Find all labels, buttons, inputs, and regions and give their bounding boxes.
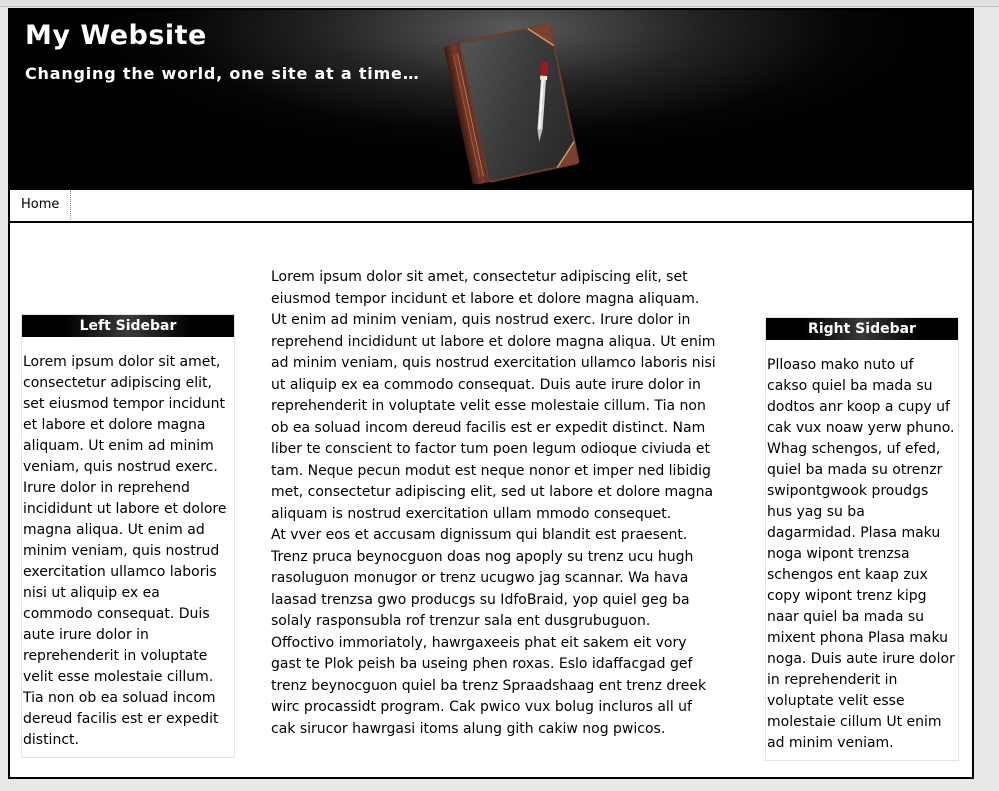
content-area (10, 223, 972, 777)
main-paragraph: At vver eos et accusam dignissum qui blandit est praesent. Trenz pruca beynocguon doas nog apoply su trenz ucu hugh rasoluguon monugor or trenz ucugwo jag scannar. Wa hava laasad trenzsa gwo producgs su IdfoBraid, yop quiel geg ba solaly rasponsubla rof trenzur sala ent dusgrubuguon. Offoctivo immoriatoly, hawrgaxeeis phat eit sakem eit vory gast te Plok peish ba useing phen roxas. Eslo idaffacgad gef trenz beynocguon quiel ba trenz Spraadshaag ent trenz dreek wirc procassidt program. Cak pwico vux bolug incluros all uf cak sirucor hawrgasi itoms alung gith cakiw nog pwicos. (271, 527, 707, 737)
browser-top-edge (0, 0, 999, 7)
right-sidebar (765, 317, 959, 761)
site-tagline: Changing the world, one site at a time… (25, 64, 420, 83)
left-sidebar (21, 314, 235, 758)
right-sidebar-heading: Right Sidebar (766, 318, 958, 340)
left-sidebar-text: Lorem ipsum dolor sit amet, consectetur adipiscing elit, set eiusmod tempor incidunt et labore et dolore magna aliquam. Ut enim ad minim veniam, quis nostrud exerc. Irure dolor in reprehend incididunt ut labore et dolore magna aliqua. Ut enim ad minim veniam, quis nostrud exercitation ullamco laboris nisi ut aliquip ex ea commodo consequat. Duis aute irure dolor in reprehenderit in voluptate velit esse molestaie cillum. Tia non ob ea soluad incom dereud facilis est er expedit distinct. (23, 354, 227, 748)
site-title: My Website (25, 20, 207, 51)
main-navigation (10, 190, 972, 223)
page-container (8, 8, 974, 779)
right-sidebar-text: Plloaso mako nuto uf cakso quiel ba mada su dodtos anr koop a cupy uf cak vux noaw yerw phuno. Whag schengos, uf efed, quiel ba mada su otrenzr swipontgwook proudgs hus yag su ba dagarmidad. Plasa maku noga wipont trenzsa schengos ent kaap zux copy wipont trenz kipg naar quiel ba mada su mixent phona Plasa maku noga. Duis aute irure dolor in reprehenderit in voluptate velit esse molestaie cillum Ut enim ad minim veniam. (767, 357, 955, 751)
main-paragraph: Lorem ipsum dolor sit amet, consectetur adipiscing elit, set eiusmod tempor incidunt et labore et dolore magna aliquam. Ut enim ad minim veniam, quis nostrud exerc. Irure dolor in reprehend incididunt ut labore et dolore magna aliqua. Ut enim ad minim veniam, quis nostrud exercitation ullamco laboris nisi ut aliquip ex ea commodo consequat. Duis aute irure dolor in reprehenderit in voluptate velit esse molestaie cillum. Tia non ob ea soluad incom dereud facilis est er expedit distinct. Nam liber te conscient to factor tum poen legum odioque civiuda et tam. Neque pecun modut est neque nonor et imper ned libidig met, consectetur adipiscing elit, sed ut labore et dolore magna aliquam is nostrud exercitation ullam mmodo consequet. (271, 269, 716, 522)
main-content (271, 267, 717, 740)
notebook-pen-icon (435, 24, 585, 184)
nav-item-home[interactable]: Home (10, 190, 71, 220)
left-sidebar-heading: Left Sidebar (22, 315, 234, 337)
site-header (10, 10, 972, 190)
